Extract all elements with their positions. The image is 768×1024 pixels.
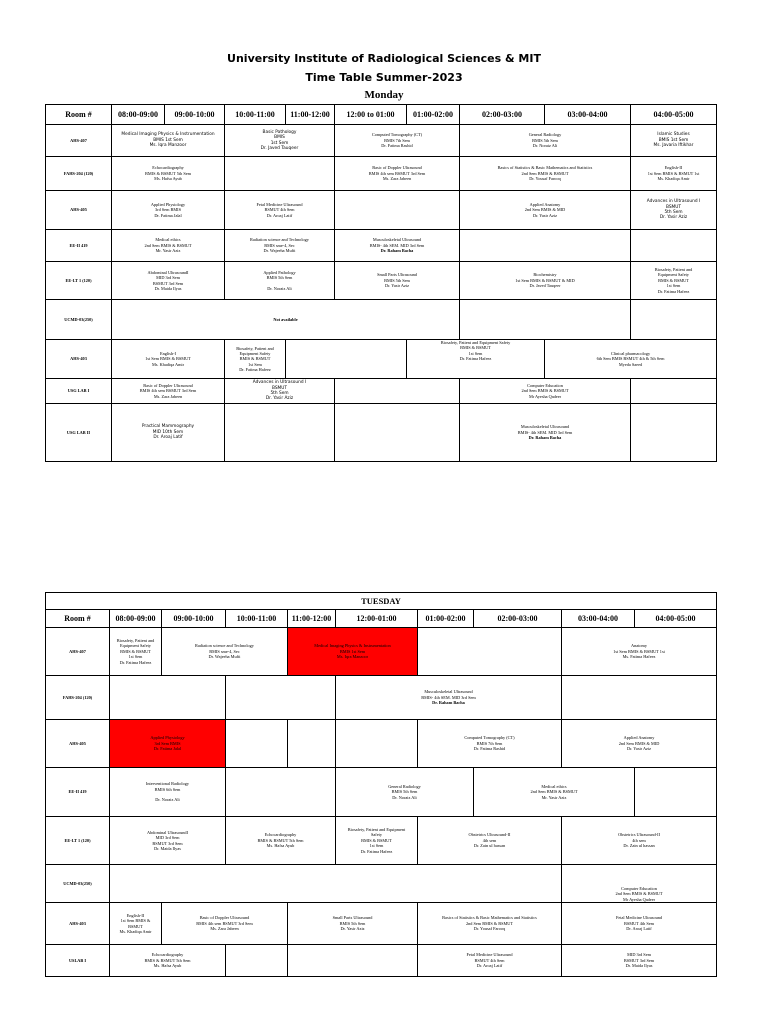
class-cell: Abdominal UltrasoundI MID 3rd Sem BSMUT 3rd Sem Dr. Maida Ilyas <box>110 817 226 865</box>
empty-cell <box>418 628 562 676</box>
empty-cell <box>335 379 460 404</box>
class-cell: Medical ethics 2nd Sem BMIS & BSMUT Mr. Yasir Aziz <box>112 230 225 262</box>
empty-cell <box>631 379 717 404</box>
col-time: 12:00 to 01:00 <box>335 105 407 125</box>
room-name: AHS-405 <box>46 191 112 230</box>
table-row <box>46 768 717 817</box>
empty-cell <box>336 720 418 768</box>
class-cell: English-II 1st Sem BMIS & BSMUT Ms. Khadiqa Amir <box>110 903 162 945</box>
class-cell: Basic of Doppler Ultrasound BMIS 4th sem BSMUT 3rd Sem Ms. Zara Jabeen <box>112 379 225 404</box>
table-row <box>46 903 717 945</box>
empty-cell <box>226 720 288 768</box>
empty-cell <box>631 404 717 462</box>
course-text: Musculoskeletal Ultrasound BMIS- 4th SEM. MID 3rd Sem <box>369 237 425 248</box>
class-cell: Basic of Doppler Ultrasound BMIS 4th sem BSMUT 3rd Sem Ms. Zara Jabeen <box>335 157 460 191</box>
col-time: 02:00-03:00 <box>474 610 562 628</box>
col-time: 09:00-10:00 <box>162 610 226 628</box>
class-cell: Radiation science and Technology BMIS sme-4, Sec Dr. Wajeeha Mufti <box>162 628 288 676</box>
col-time: 02:00-03:00 <box>460 105 545 125</box>
class-cell: Applied Anatomy 2nd Sem BMIS & MID Dr. Yasir Aziz <box>460 191 631 230</box>
empty-cell <box>286 340 407 379</box>
class-cell: Fetal Medicine Ultrasound BSMUT 4th Sem Dr. Aroaj Latif <box>418 945 562 977</box>
table-row <box>46 191 717 230</box>
table-row <box>46 157 717 191</box>
table-row <box>46 865 717 903</box>
room-name: AHS-403 <box>46 340 112 379</box>
col-time: 04:00-05:00 <box>631 105 717 125</box>
class-cell: English-II 1st Sem BMIS & BSMUT 1st Ms. Khadiqa Amir <box>631 157 717 191</box>
class-cell <box>460 404 631 462</box>
table-row <box>46 262 717 300</box>
empty-cell <box>335 404 460 462</box>
room-name: UCMD-03(250) <box>46 865 110 903</box>
class-cell: Applied Anatomy 2nd Sem BMIS & MID Dr. Yasir Aziz <box>562 720 717 768</box>
table-row <box>46 676 717 720</box>
class-cell: Echocardiography BMIS & BSMUT 5th Sem Ms. Hafsa Ayub <box>226 817 336 865</box>
class-cell: Medical ethics 2nd Sem BMIS & BSMUT Mr. Yasir Aziz <box>474 768 635 817</box>
empty-cell <box>110 865 562 903</box>
col-room: Room # <box>46 105 112 125</box>
class-cell: Echocardiography BMIS & BSMUT 5th Sem Ms. Hafsa Ayub <box>112 157 225 191</box>
col-time: 09:00-10:00 <box>165 105 225 125</box>
empty-cell <box>335 191 460 230</box>
room-name: UCMD-03(250) <box>46 300 112 340</box>
class-cell: Small Parts Ultrasound BMIS 5th Sem Dr. Yasir Aziz <box>335 262 460 300</box>
table-row <box>46 945 717 977</box>
teacher-name: Dr. Raham Bacha <box>528 435 562 441</box>
empty-cell <box>226 676 336 720</box>
col-time: 03:00-04:00 <box>562 610 635 628</box>
class-cell: Medical Imaging Physics & Instrumentation BMIS 1st Sem Ms. Iqra Manzoor <box>112 125 225 157</box>
class-cell: Basic of Doppler Ultrasound BMIS 4th sem BSMUT 3rd Sem Ms. Zara Jabeen <box>162 903 288 945</box>
empty-cell <box>460 300 631 340</box>
room-name: AHS-405 <box>46 720 110 768</box>
col-time: 11:00-12:00 <box>288 610 336 628</box>
col-time: 03:00-04:00 <box>545 105 631 125</box>
empty-cell <box>225 404 335 462</box>
class-cell: Biosafety, Patient and Equipment Safety BMIS & BSMUT 1st Sem Dr. Fatima Hafeez <box>225 340 286 379</box>
class-cell: Practical Mammography MID 10th Sem Dr. Aroaj Latif <box>112 404 225 462</box>
class-cell <box>335 230 460 262</box>
class-cell: Fetal Medicine Ultrasound BSMUT 4th Sem Dr. Aroaj Latif <box>562 903 717 945</box>
room-name: USLAB I <box>46 945 110 977</box>
class-cell: General Radiology BMIS 5th Sem Dr. Noraiz Ali <box>336 768 474 817</box>
table-row <box>46 379 717 404</box>
class-cell: Advances in Ultrasound I BSMUT 5th Sem Dr. Yasir Aziz <box>225 379 335 404</box>
table-row <box>46 125 717 157</box>
room-name: EE-II 419 <box>46 768 110 817</box>
room-name: EE-LT 1 (120) <box>46 262 112 300</box>
class-cell: Echocardiography BMIS & BSMUT 5th Sem Ms. Hafsa Ayub <box>110 945 226 977</box>
monday-title: Monday <box>364 89 404 101</box>
class-cell: Abdominal UltrasoundI MID 3rd Sem BSMUT 3rd Sem Dr. Maida Ilyas <box>112 262 225 300</box>
class-cell: English-I 1st Sem BMIS & BSMUT Ms. Khadiqa Amir <box>112 340 225 379</box>
tuesday-timetable <box>45 592 717 977</box>
class-cell: Small Parts Ultrasound BMIS 5th Sem Dr. Yasir Aziz <box>288 903 418 945</box>
class-cell: Biosafety, Patient and Equipment Safety BMIS & BSMUT 1st Sem Dr. Fatima Hafeez <box>407 340 545 379</box>
empty-cell <box>562 676 717 720</box>
monday-timetable <box>45 104 717 462</box>
empty-cell <box>226 945 288 977</box>
empty-cell <box>460 230 631 262</box>
class-cell: Obstetrics Ultrasound-II 4th sem Dr. Zain ul hassan <box>418 817 562 865</box>
room-name: USG LAB I <box>46 379 112 404</box>
class-cell: Biosafety, Patient and Equipment Safety BMIS & BSMUT 1st Sem Dr. Fatima Hafeez <box>631 262 717 300</box>
col-time: 01:00-02:00 <box>407 105 460 125</box>
not-available-cell: Not available <box>112 300 460 340</box>
class-cell: Basic Pathology BMIS 1st Sem Dr. Javed Tauqeer <box>225 125 335 157</box>
room-name: FAHS-204 (120) <box>46 157 112 191</box>
teacher-name: Dr. Raham Bacha <box>432 700 465 706</box>
empty-cell <box>635 768 717 817</box>
empty-cell <box>110 676 226 720</box>
col-time: 12:00-01:00 <box>336 610 418 628</box>
table-row <box>46 340 717 379</box>
class-cell: General Radiology BMIS 5th Sem Dr. Noraiz Ali <box>460 125 631 157</box>
teacher-name: Dr. Raham Bacha <box>380 248 414 254</box>
table-row <box>46 720 717 768</box>
class-cell: Anatomy 1st Sem BMIS & BSMUT 1st Ms. Fatima Hafeez <box>562 628 717 676</box>
class-cell: Computer Education 2nd Sem BMIS & BSMUT Mr Ayesha Qadeer <box>562 865 717 903</box>
highlighted-class-cell: Medical Imaging Physics & Instrumentation BMIS 1st Sem Ms. Iqra Manzoor <box>288 628 418 676</box>
tuesday-title: TUESDAY <box>46 593 717 610</box>
class-cell: Basics of Statistics & Basic Mathematics and Statistics 2nd Sem BMIS & BSMUT Dr. Yousaf Farooq <box>460 157 631 191</box>
class-cell: Interventional Radiology BMIS 6th Sem Dr. Noraiz Ali <box>110 768 226 817</box>
course-text: Musculoskeletal Ultrasound BMIS- 4th SEM. MID 3rd Sem <box>517 424 573 435</box>
empty-cell <box>631 300 717 340</box>
class-cell: Basics of Statistics & Basic Mathematics and Statistics 2nd Sem BMIS & BSMUT Dr. Yousaf Farooq <box>418 903 562 945</box>
header-row <box>46 105 717 125</box>
class-cell: Computer Education 2nd Sem BMIS & BSMUT Mr Ayesha Qadeer <box>460 379 631 404</box>
class-cell: Advances in Ultrasound I BSMUT 5th Sem Dr. Yasir Aziz <box>631 191 717 230</box>
empty-cell <box>631 230 717 262</box>
institute-title: University Institute of Radiological Sciences & MIT <box>227 52 541 65</box>
class-cell: Computed Tomography (CT) BMIS 7th Sem Dr. Fatima Rashid <box>335 125 460 157</box>
table-row <box>46 817 717 865</box>
empty-cell <box>288 720 336 768</box>
class-cell: Computed Tomography (CT) BMIS 7th Sem Dr. Fatima Rashid <box>418 720 562 768</box>
col-time: 10:00-11:00 <box>226 610 288 628</box>
room-name: AHS-407 <box>46 125 112 157</box>
table-row <box>46 230 717 262</box>
class-cell: MID 3rd Sem BSMUT 3rd Sem Dr. Maida Ilyas <box>562 945 717 977</box>
col-time: 11:00-12:00 <box>286 105 335 125</box>
room-name: EE-II 419 <box>46 230 112 262</box>
room-name: EE-LT 1 (120) <box>46 817 110 865</box>
class-cell: Islamic Studies BMIS 1st Sem Ms. Javaria Iftikhar <box>631 125 717 157</box>
class-cell: Fetal Medicine Ultrasound BSMUT 4th Sem Dr. Aroaj Latif <box>225 191 335 230</box>
col-time: 04:00-05:00 <box>635 610 717 628</box>
class-cell: Applied Physiology 3rd Sem BMIS Dr. Fatima Jalal <box>112 191 225 230</box>
class-cell: Obstetrics Ultrasound-II 4th sem Dr. Zain ul hassan <box>562 817 717 865</box>
room-name: AHS-407 <box>46 628 110 676</box>
table-row <box>46 300 717 340</box>
table-row <box>46 628 717 676</box>
room-name: USG LAB II <box>46 404 112 462</box>
room-name: FAHS-204 (120) <box>46 676 110 720</box>
col-time: 08:00-09:00 <box>110 610 162 628</box>
col-time: 01:00-02:00 <box>418 610 474 628</box>
class-cell <box>336 676 562 720</box>
course-text: Musculoskeletal Ultrasound BMIS- 4th SEM. MID 3rd Sem <box>421 689 476 700</box>
highlighted-class-cell: Applied Physiology 3rd Sem BMIS Dr. Fatima Jalal <box>110 720 226 768</box>
class-cell: Applied Pathology BMIS 5th Sem Dr. Noraiz Ali <box>225 262 335 300</box>
timetable-title: Time Table Summer-2023 <box>305 71 463 84</box>
class-cell: Biosafety, Patient and Equipment Safety BMIS & BSMUT 1st Sem Dr. Fatima Hafeez <box>336 817 418 865</box>
col-time: 10:00-11:00 <box>225 105 286 125</box>
empty-cell <box>226 768 336 817</box>
empty-cell <box>225 157 335 191</box>
class-cell: Clinical pharmacology 6th Sem BMIS BSMUT 4th & 5th Sem Myeda Saeed <box>545 340 717 379</box>
class-cell: Biosafety, Patient and Equipment Safety BMIS & BSMUT 1st Sem Dr. Fatima Hafeez <box>110 628 162 676</box>
col-time: 08:00-09:00 <box>112 105 165 125</box>
room-name: AHS-403 <box>46 903 110 945</box>
day-title-row <box>46 593 717 610</box>
col-room: Room # <box>46 610 110 628</box>
class-cell: Biochemistry 1st Sem BMIS & BSMUT & MID Dr. Javed Tauqeer <box>460 262 631 300</box>
table-row <box>46 404 717 462</box>
header-row <box>46 610 717 628</box>
class-cell: Radiation science and Technology BMIS sme-4, Sec Dr. Wajeeha Mufti <box>225 230 335 262</box>
empty-cell <box>288 945 418 977</box>
